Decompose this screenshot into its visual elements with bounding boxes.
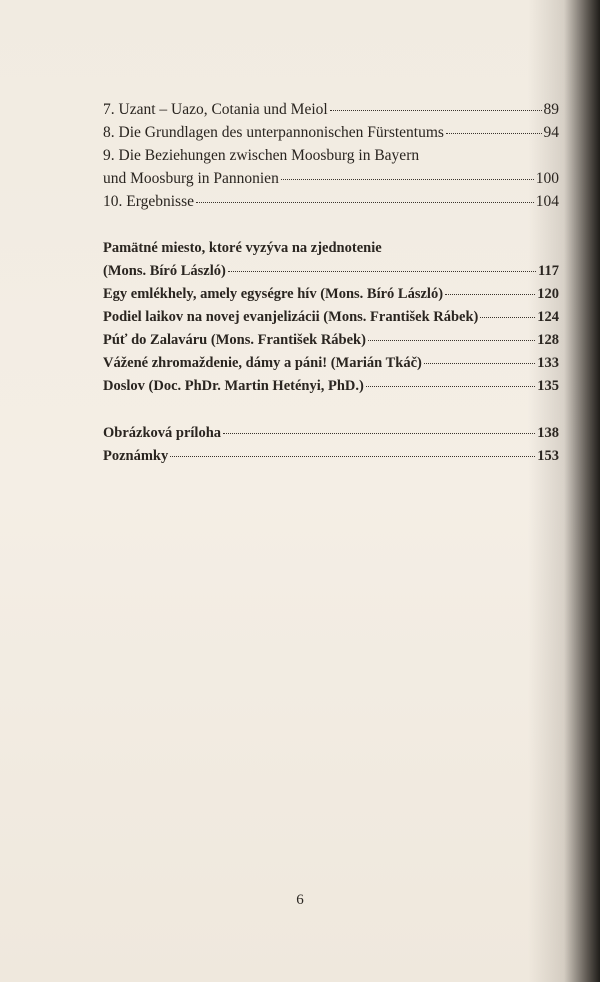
dot-leader (446, 132, 542, 134)
toc-entry (103, 422, 559, 445)
toc-entry-page: 128 (537, 332, 559, 348)
toc-entry-page: 138 (537, 425, 559, 441)
table-of-contents (103, 98, 559, 468)
toc-entry-page: 120 (537, 286, 559, 302)
toc-entry (103, 121, 559, 144)
toc-entry-page: 89 (543, 101, 559, 118)
toc-entry (103, 352, 559, 375)
toc-entry-page: 135 (537, 378, 559, 394)
toc-entry (103, 98, 559, 121)
dot-leader (445, 293, 535, 295)
dot-leader (330, 109, 542, 111)
toc-entry (103, 260, 559, 283)
toc-section-appendix (103, 422, 559, 468)
toc-entry (103, 329, 559, 352)
toc-entry (103, 190, 559, 213)
toc-entry-title: Púť do Zalaváru (Mons. František Rábek) (103, 332, 366, 348)
toc-entry (103, 167, 559, 190)
toc-entry (103, 283, 559, 306)
toc-entry (103, 144, 559, 167)
toc-entry-title: 10. Ergebnisse (103, 193, 194, 210)
dot-leader (424, 362, 535, 364)
dot-leader (281, 178, 534, 180)
toc-entry-title: Obrázková príloha (103, 425, 222, 441)
toc-entry-title: 8. Die Grundlagen des unterpannonischen Fürstentums (103, 124, 444, 141)
toc-entry-title: Poznámky (103, 448, 169, 464)
dot-leader (480, 316, 535, 318)
toc-entry-page: 124 (537, 309, 559, 325)
toc-entry-title: 9. Die Beziehungen zwischen Moosburg in Bayern (103, 147, 420, 164)
dot-leader (368, 339, 535, 341)
dot-leader (170, 455, 535, 457)
toc-entry-page: 153 (537, 448, 559, 464)
toc-entry-title: und Moosburg in Pannonien (103, 170, 279, 187)
page-number: 6 (296, 892, 304, 908)
toc-entry-page: 94 (543, 124, 559, 141)
dot-leader (196, 201, 534, 203)
toc-entry-title: Egy emlékhely, amely egységre hív (Mons. Bíró László) (103, 286, 444, 302)
dot-leader (228, 270, 536, 272)
toc-entry-title: Vážené zhromaždenie, dámy a páni! (Marián Tkáč) (103, 355, 422, 371)
toc-section-speeches (103, 237, 559, 398)
toc-entry-title: Pamätné miesto, ktoré vyzýva na zjednotenie (103, 240, 382, 256)
toc-entry-page: 117 (538, 263, 559, 279)
toc-entry-title: 7. Uzant – Uazo, Cotania und Meiol (103, 101, 328, 118)
toc-entry-title: Doslov (Doc. PhDr. Martin Hetényi, PhD.) (103, 378, 364, 394)
toc-entry-page: 100 (535, 170, 559, 187)
dot-leader (366, 385, 535, 387)
toc-entry-title: Podiel laikov na novej evanjelizácii (Mons. František Rábek) (103, 309, 479, 325)
toc-entry (103, 375, 559, 398)
toc-entry (103, 445, 559, 468)
dot-leader (223, 432, 535, 434)
toc-entry-page: 133 (537, 355, 559, 371)
toc-entry-page: 104 (535, 193, 559, 210)
toc-entry-title: (Mons. Bíró László) (103, 263, 226, 279)
toc-entry (103, 306, 559, 329)
toc-section-german-chapters (103, 98, 559, 213)
toc-entry (103, 237, 559, 260)
